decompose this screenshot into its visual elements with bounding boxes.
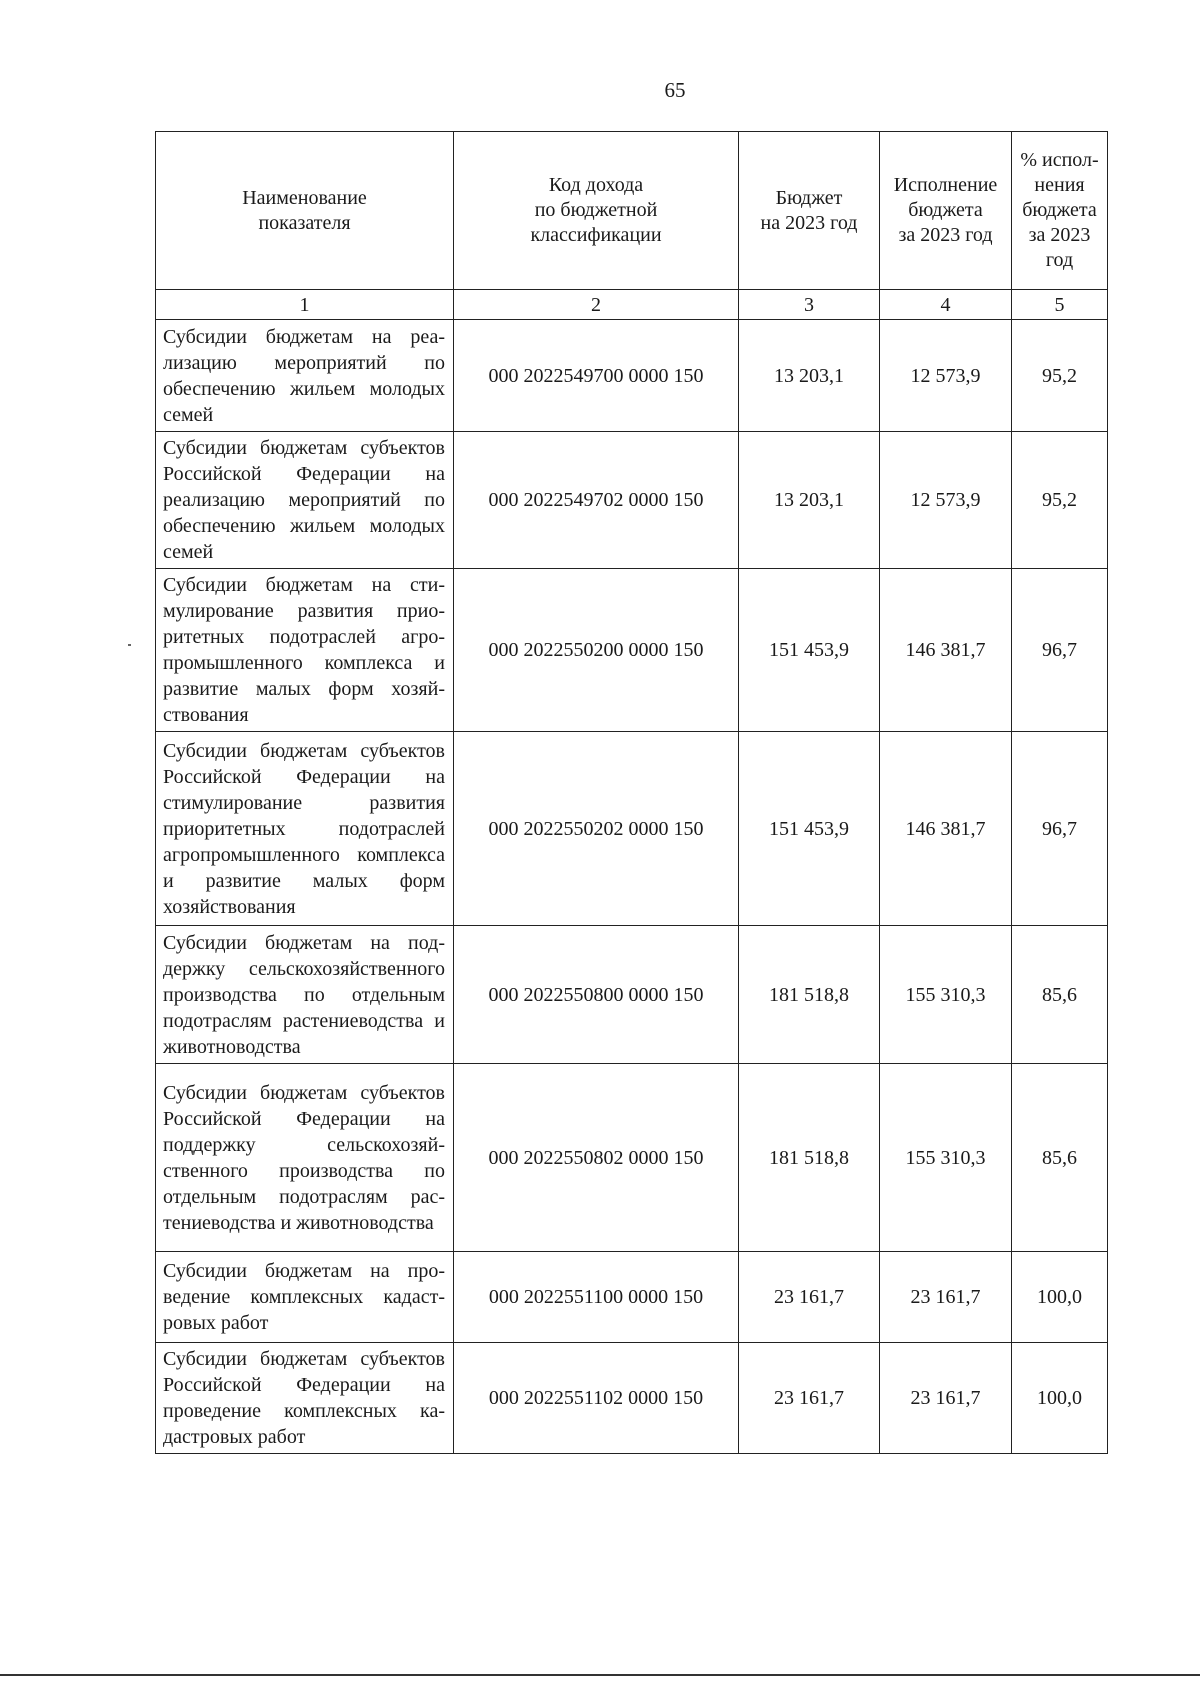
header-line: Бюджет [775, 186, 843, 209]
execution-percent-cell: 96,7 [1012, 569, 1108, 732]
budget-table [155, 131, 1108, 1454]
execution-percent-cell: 85,6 [1012, 926, 1108, 1064]
income-code-cell: 000 2022551102 0000 150 [454, 1343, 739, 1454]
income-name-cell: Субсидии бюджетам субъектов Российской Федерации на реализацию мероприятий по обеспечению жильем молодых семей [156, 432, 454, 569]
income-name-cell: Субсидии бюджетам субъектов Российской Федерации на поддержку сельскохозяйственного производства по отдельным подотраслям растениеводства и животноводства [156, 1064, 454, 1252]
header-line: бюджета [908, 199, 983, 221]
budget-amount-cell: 23 161,7 [739, 1343, 880, 1454]
column-number: 2 [454, 290, 739, 320]
header-line: классификации [530, 224, 662, 246]
execution-amount-cell: 12 573,9 [880, 432, 1012, 569]
income-code-cell: 000 2022549702 0000 150 [454, 432, 739, 569]
income-code-cell: 000 2022550802 0000 150 [454, 1064, 739, 1252]
header-line: нения [1034, 174, 1085, 196]
table-row [156, 320, 1108, 432]
income-name-cell: Субсидии бюджетам субъектов Российской Федерации на стимулирование развития приоритетных подотраслей агропромышленного комплекса и развитие малых форм хозяйствования [156, 732, 454, 926]
execution-percent-cell: 96,7 [1012, 732, 1108, 926]
footer-rule [0, 1674, 1200, 1676]
table-header-row [156, 132, 1108, 290]
table-row [156, 1252, 1108, 1343]
income-code-cell: 000 2022550800 0000 150 [454, 926, 739, 1064]
header-budget [739, 132, 880, 290]
table-row [156, 732, 1108, 926]
income-name-cell: Субсидии бюджетам на стимулирование развития приоритетных подотраслей агропромышленного комплекса и развитие малых форм хозяйствования [156, 569, 454, 732]
execution-percent-cell: 95,2 [1012, 432, 1108, 569]
page-number: 65 [664, 78, 686, 102]
budget-amount-cell: 181 518,8 [739, 1064, 880, 1252]
budget-amount-cell: 181 518,8 [739, 926, 880, 1064]
header-line: % испол- [1020, 149, 1099, 171]
budget-amount-cell: 13 203,1 [739, 320, 880, 432]
income-code-cell: 000 2022551100 0000 150 [454, 1252, 739, 1343]
header-code [454, 132, 739, 290]
budget-amount-cell: 23 161,7 [739, 1252, 880, 1343]
budget-amount-cell: 151 453,9 [739, 569, 880, 732]
budget-amount-cell: 13 203,1 [739, 432, 880, 569]
table-row [156, 1064, 1108, 1252]
execution-percent-cell: 100,0 [1012, 1343, 1108, 1454]
budget-amount-cell: 151 453,9 [739, 732, 880, 926]
income-code-cell: 000 2022549700 0000 150 [454, 320, 739, 432]
column-number: 4 [880, 290, 1012, 320]
table-row [156, 926, 1108, 1064]
execution-percent-cell: 95,2 [1012, 320, 1108, 432]
column-number: 1 [156, 290, 454, 320]
header-line: на 2023 год [760, 211, 858, 234]
header-name [156, 132, 454, 290]
execution-amount-cell: 23 161,7 [880, 1343, 1012, 1454]
execution-percent-cell: 85,6 [1012, 1064, 1108, 1252]
header-line: показателя [258, 211, 351, 234]
income-name-cell: Субсидии бюджетам субъектов Российской Федерации на проведение комплексных кадастровых работ [156, 1343, 454, 1454]
execution-percent-cell: 100,0 [1012, 1252, 1108, 1343]
income-name-cell: Субсидии бюджетам на проведение комплексных кадастровых работ [156, 1252, 454, 1343]
scan-speck [128, 644, 131, 646]
execution-amount-cell: 23 161,7 [880, 1252, 1012, 1343]
table-row [156, 1343, 1108, 1454]
column-number: 3 [739, 290, 880, 320]
table-body [156, 320, 1108, 1454]
table-row [156, 569, 1108, 732]
table-row [156, 432, 1108, 569]
header-line: за 2023 год [898, 224, 993, 246]
header-line: бюджета [1022, 199, 1097, 221]
income-name-cell: Субсидии бюджетам на реализацию мероприятий по обеспечению жильем молодых семей [156, 320, 454, 432]
column-number-row [156, 290, 1108, 320]
header-line: Наименование [242, 186, 367, 209]
header-line: по бюджетной [534, 199, 658, 221]
header-percent [1012, 132, 1108, 290]
header-line: за 2023 [1028, 224, 1091, 246]
execution-amount-cell: 146 381,7 [880, 732, 1012, 926]
header-line: Исполнение [893, 174, 998, 196]
execution-amount-cell: 146 381,7 [880, 569, 1012, 732]
execution-amount-cell: 12 573,9 [880, 320, 1012, 432]
execution-amount-cell: 155 310,3 [880, 926, 1012, 1064]
execution-amount-cell: 155 310,3 [880, 1064, 1012, 1252]
header-line: год [1045, 249, 1074, 271]
income-code-cell: 000 2022550200 0000 150 [454, 569, 739, 732]
header-line: Код дохода [548, 174, 644, 196]
income-name-cell: Субсидии бюджетам на поддержку сельскохозяйственного производства по отдельным подотраслям растениеводства и животноводства [156, 926, 454, 1064]
header-execution [880, 132, 1012, 290]
column-number: 5 [1012, 290, 1108, 320]
income-code-cell: 000 2022550202 0000 150 [454, 732, 739, 926]
